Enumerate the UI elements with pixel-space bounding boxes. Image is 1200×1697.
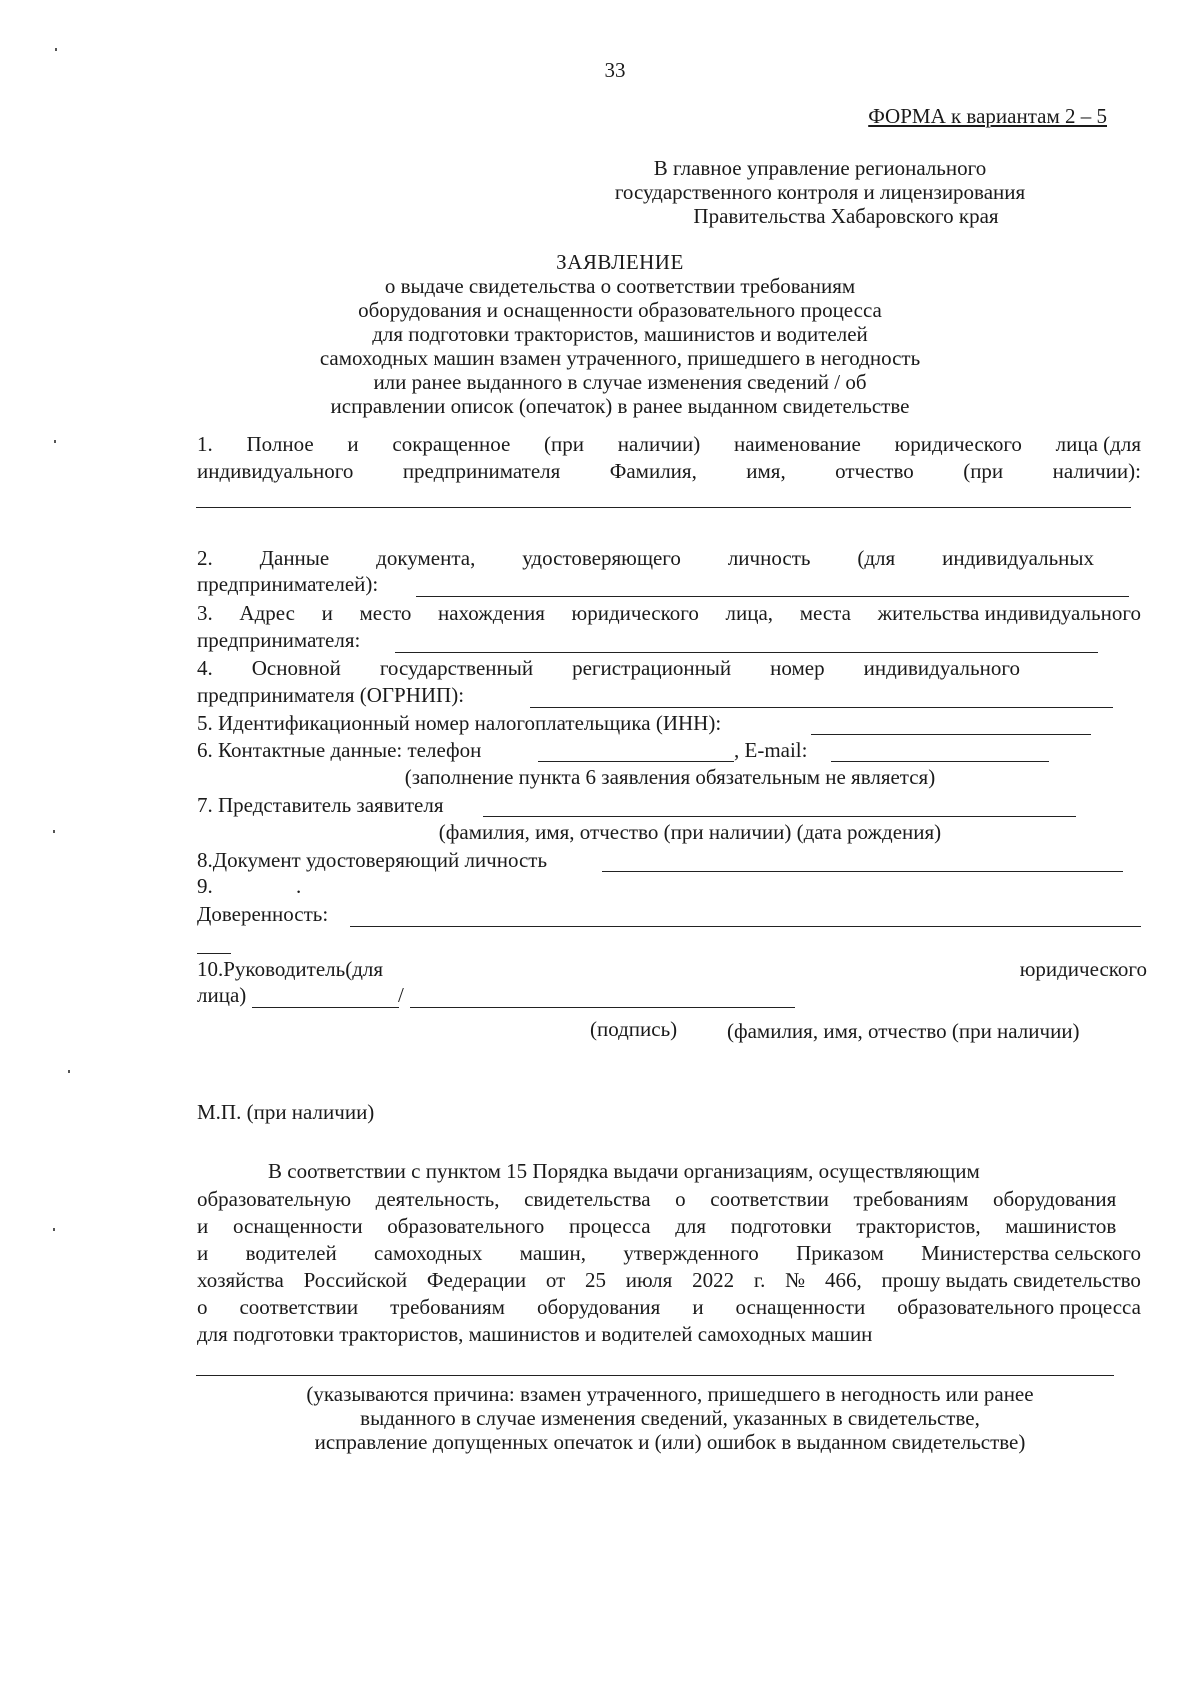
scan-speck: [55, 48, 57, 51]
item-8-field[interactable]: [602, 871, 1123, 872]
item-2-line-2: предпринимателей):: [197, 572, 379, 596]
item-6-label: 6. Контактные данные: телефон: [197, 738, 482, 762]
scan-speck: [68, 1070, 70, 1073]
item-7-label: 7. Представитель заявителя: [197, 793, 444, 817]
item-1-line-1: 1. Полное и сокращенное (при наличии) наименование юридического лица (для: [197, 432, 1141, 456]
item-4-field[interactable]: [530, 707, 1113, 708]
item-3-field[interactable]: [395, 652, 1098, 653]
document-title: [240, 250, 1000, 418]
item-2-field[interactable]: [416, 596, 1129, 597]
scan-speck: [53, 1228, 55, 1231]
form-label: ФОРМА к вариантам 2 – 5: [868, 104, 1107, 128]
body-line-5: хозяйства Российской Федерации от 25 июля 2022 г. № 466, прошу выдать свидетельство: [197, 1268, 1141, 1292]
proxy-field[interactable]: [350, 926, 1141, 927]
scan-speck: [54, 440, 56, 443]
addressee-line: государственного контроля и лицензирования: [614, 180, 1026, 204]
item-9-number: 9.: [197, 874, 213, 898]
item-10-slash: /: [398, 983, 404, 1007]
page-number: 33: [604, 58, 626, 82]
item-10-right: юридического: [1019, 957, 1147, 981]
item-3-line-2: предпринимателя:: [197, 628, 361, 652]
full-name-note: (фамилия, имя, отчество (при наличии): [727, 1019, 1080, 1043]
title-line: оборудования и оснащенности образовательного процесса: [358, 298, 882, 322]
signature-note: (подпись): [590, 1017, 678, 1041]
addressee-line: Правительства Хабаровского края: [693, 204, 999, 228]
reason-note: [200, 1382, 1140, 1454]
email-label: , E-mail:: [734, 738, 808, 762]
short-rule: [197, 953, 231, 954]
item-5: 5. Идентификационный номер налогоплательщика (ИНН):: [197, 711, 722, 735]
title-line: о выдаче свидетельства о соответствии требованиям: [384, 274, 856, 298]
addressee-line: В главное управление регионального: [653, 156, 987, 180]
item-2-line-1: 2. Данные документа, удостоверяющего личность (для индивидуальных: [197, 546, 1094, 570]
item-9-mark: .: [296, 874, 302, 898]
title-line: или ранее выданного в случае изменения сведений / об: [373, 370, 867, 394]
item-9-label: Доверенность:: [197, 902, 329, 926]
title-line: для подготовки трактористов, машинистов и водителей: [372, 322, 868, 346]
item-6-note: (заполнение пункта 6 заявления обязательным не является): [404, 765, 936, 789]
title-line: исправлении описок (опечаток) в ранее выданном свидетельстве: [330, 394, 910, 418]
title-heading: ЗАЯВЛЕНИЕ: [556, 250, 684, 274]
body-line-6: о соответствии требованиям оборудования и оснащенности образовательного процесса: [197, 1295, 1141, 1319]
body-line-3: и оснащенности образовательного процесса для подготовки трактористов, машинистов: [197, 1214, 1117, 1238]
item-10-line-2: лица): [197, 983, 247, 1007]
item-7-field[interactable]: [483, 816, 1076, 817]
full-name-field[interactable]: [410, 1007, 795, 1008]
scan-speck: [53, 830, 55, 833]
seal-place: М.П. (при наличии): [197, 1100, 375, 1124]
item-1-field[interactable]: [196, 507, 1131, 508]
item-4-line-1: 4. Основной государственный регистрационный номер индивидуального: [197, 656, 1020, 680]
reason-note-line: исправление допущенных опечаток и (или) ошибок в выданном свидетельстве): [314, 1430, 1026, 1454]
body-line-7: для подготовки трактористов, машинистов и водителей самоходных машин: [197, 1322, 873, 1346]
reason-field[interactable]: [196, 1375, 1114, 1376]
item-1-line-2: индивидуального предпринимателя Фамилия, имя, отчество (при наличии):: [197, 459, 1141, 483]
body-line-4: и водителей самоходных машин, утвержденного Приказом Министерства сельского: [197, 1241, 1141, 1265]
item-8-label: 8.Документ удостоверяющий личность: [197, 848, 548, 872]
body-line-2: образовательную деятельность, свидетельства о соответствии требованиям оборудования: [197, 1187, 1117, 1211]
item-5-field[interactable]: [811, 734, 1091, 735]
addressee: [560, 156, 1080, 228]
item-4-line-2: предпринимателя (ОГРНИП):: [197, 683, 465, 707]
signature-field[interactable]: [252, 1007, 399, 1008]
email-field[interactable]: [831, 761, 1049, 762]
item-3-line-1: 3. Адрес и место нахождения юридического лица, места жительства индивидуального: [197, 601, 1141, 625]
title-line: самоходных машин взамен утраченного, пришедшего в негодность: [319, 346, 921, 370]
item-7-note: (фамилия, имя, отчество (при наличии) (дата рождения): [438, 820, 942, 844]
reason-note-line: (указываются причина: взамен утраченного, пришедшего в негодность или ранее: [306, 1382, 1034, 1406]
phone-field[interactable]: [538, 761, 734, 762]
reason-note-line: выданного в случае изменения сведений, указанных в свидетельстве,: [360, 1406, 980, 1430]
item-10-label: 10.Руководитель(для: [197, 957, 384, 981]
body-line-1: В соответствии с пунктом 15 Порядка выдачи организациям, осуществляющим: [268, 1159, 980, 1183]
